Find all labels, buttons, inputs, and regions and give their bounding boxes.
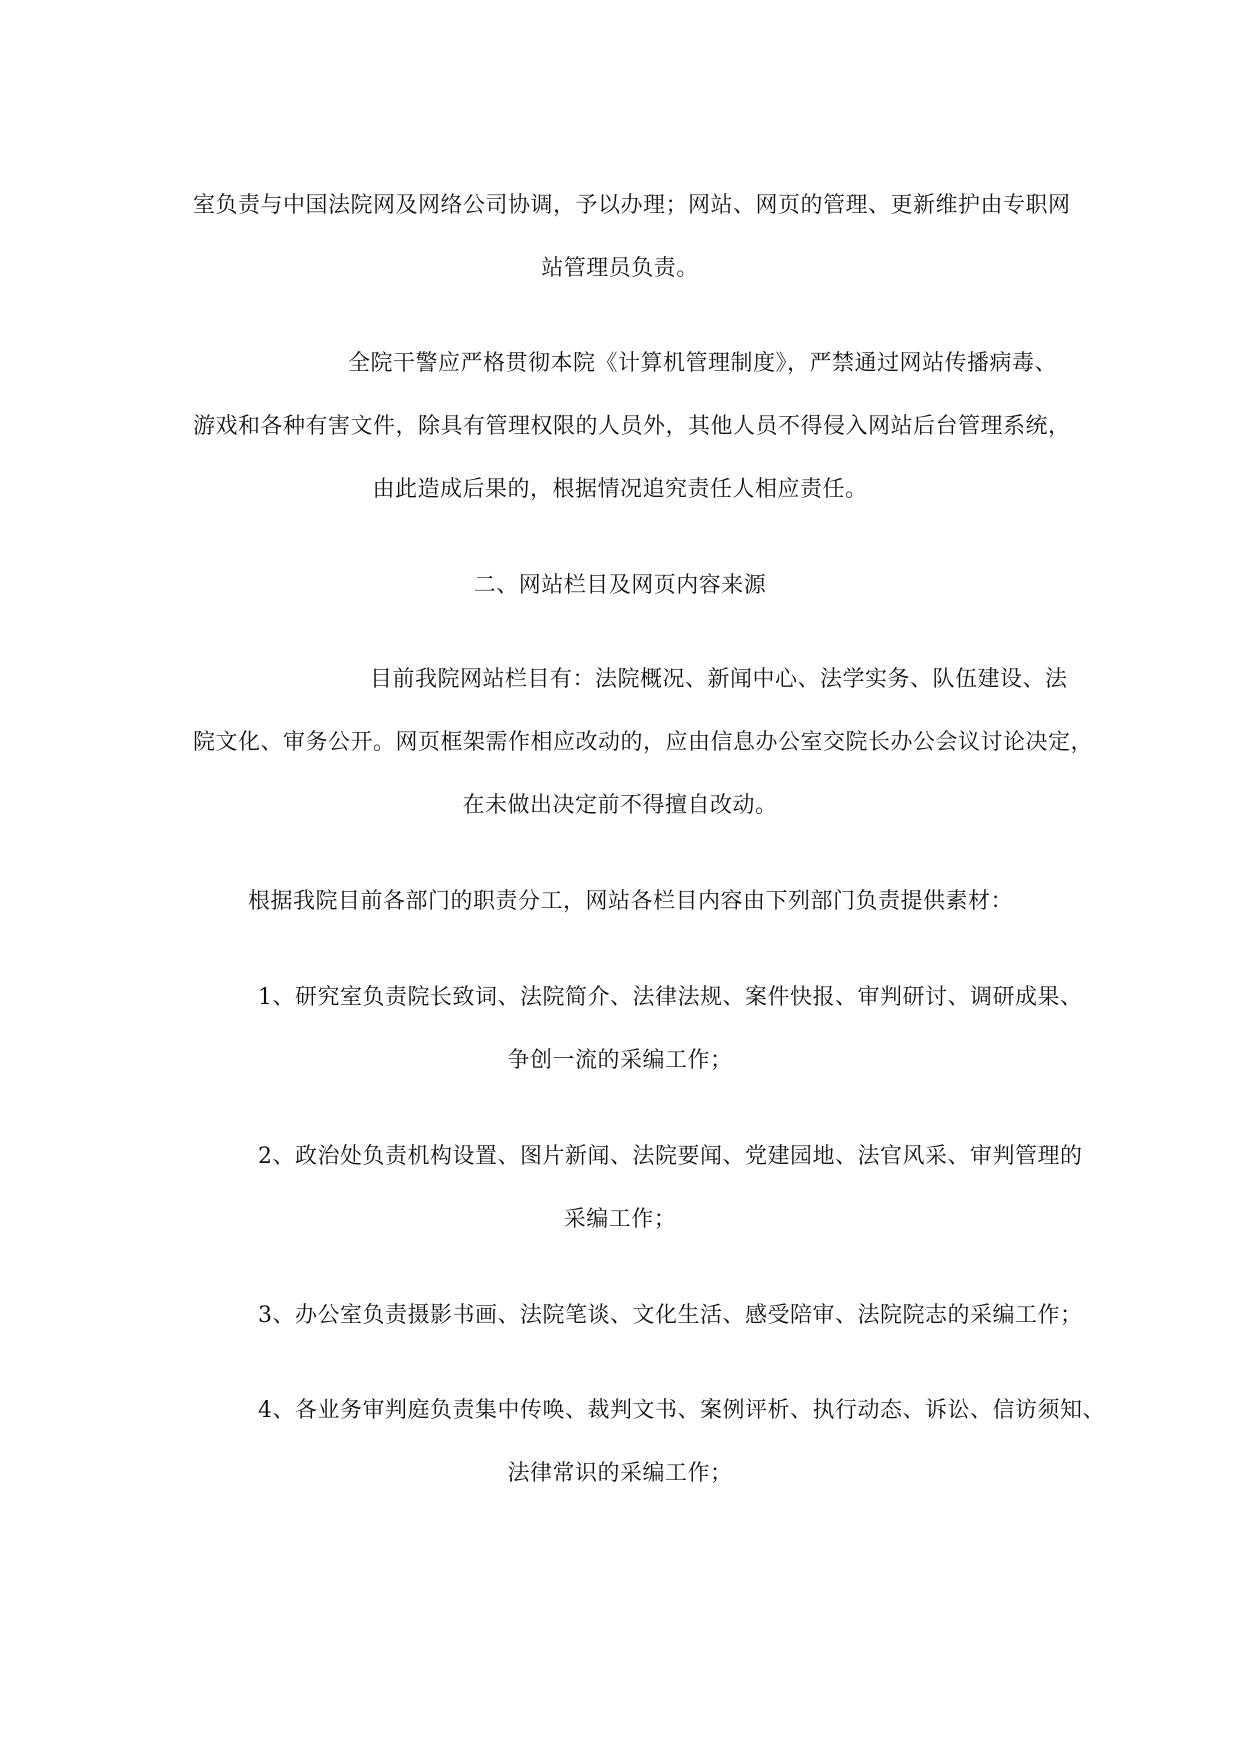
paragraph-4: 根据我院目前各部门的职责分工，网站各栏目内容由下列部门负责提供素材： — [248, 889, 1014, 914]
list-item-4-line-1: 4、各业务审判庭负责集中传唤、裁判文书、案例评析、执行动态、诉讼、信访须知、 — [258, 1398, 1105, 1423]
list-item-1-line-2: 争创一流的采编工作； — [507, 1048, 733, 1073]
paragraph-2-line-2: 游戏和各种有害文件，除具有管理权限的人员外，其他人员不得侵入网站后台管理系统， — [193, 414, 1071, 439]
paragraph-2-line-3: 由此造成后果的，根据情况追究责任人相应责任。 — [372, 477, 868, 502]
list-item-4-line-2: 法律常识的采编工作； — [507, 1461, 733, 1486]
list-item-2-line-1: 2、政治处负责机构设置、图片新闻、法院要闻、党建园地、法官风采、审判管理的 — [258, 1144, 1083, 1169]
paragraph-3-line-3: 在未做出决定前不得擅自改动。 — [462, 793, 778, 818]
paragraph-3-line-2: 院文化、审务公开。网页框架需作相应改动的，应由信息办公室交院长办公会议讨论决定， — [193, 730, 1094, 755]
paragraph-1-line-1: 室负责与中国法院网及网络公司协调，予以办理；网站、网页的管理、更新维护由专职网 — [193, 193, 1071, 218]
list-item-2-line-2: 采编工作； — [563, 1207, 677, 1232]
paragraph-2-line-1: 全院干警应严格贯彻本院《计算机管理制度》，严禁通过网站传播病毒、 — [348, 351, 1058, 376]
list-item-3-line-1: 3、办公室负责摄影书画、法院笔谈、文化生活、感受陪审、法院院志的采编工作； — [258, 1303, 1083, 1328]
list-item-1-line-1: 1、研究室负责院长致词、法院简介、法律法规、案件快报、审判研讨、调研成果、 — [258, 985, 1083, 1010]
section-heading: 二、网站栏目及网页内容来源 — [473, 573, 767, 598]
paragraph-3-line-1: 目前我院网站栏目有：法院概况、新闻中心、法学实务、队伍建设、法 — [370, 667, 1068, 692]
paragraph-1-line-2: 站管理员负责。 — [541, 256, 699, 281]
